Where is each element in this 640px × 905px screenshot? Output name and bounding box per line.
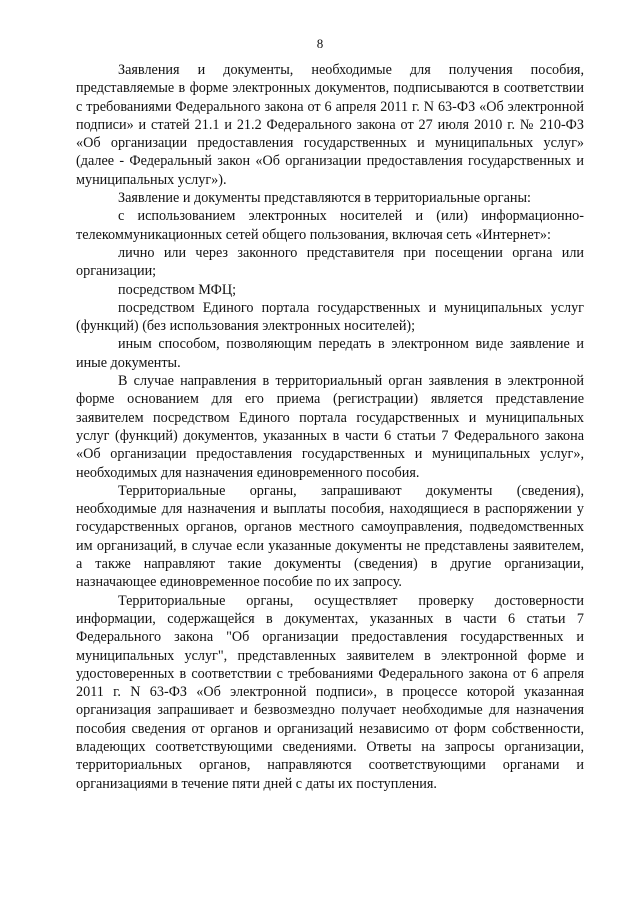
paragraph-mfc: посредством МФЦ; (118, 281, 237, 298)
paragraph-unified-portal: посредством Единого портала государственных и муниципальных услуг (функций) (без использования электронных носителей); (76, 299, 584, 335)
paragraph-verification: Территориальные органы, осуществляет проверку достоверности информации, содержащейся в документах, указанных в части 6 статьи 7 Федерального закона "Об организации предоставления государственных и муниципальных услуг", представленных заявителем в электронной форме и удостоверенных в соответствии с требованиями Федерального закона от 6 апреля 2011 г. N 63-ФЗ «Об электронной подписи», в процессе которой указанная организация запрашивает и безвозмездно получает необходимые для назначения пособия сведения от органов и организаций независимо от форм собственности, владеющих соответствующими сведениями. Ответы на запросы организации, территориальных органов, направляются соответствующими органами и организациями в течение пяти дней с даты их поступления. (76, 592, 584, 792)
paragraph-electronic-media: с использованием электронных носителей и (или) информационно-телекоммуникационных сетей общего пользования, включая сеть «Интернет»: (76, 208, 584, 243)
paragraph-in-person: лично или через законного представителя при посещении органа или организации; (76, 244, 584, 280)
paragraph-submission-intro: Заявление и документы представляются в территориальные органы: (118, 190, 531, 207)
document-body (76, 61, 584, 793)
paragraph-other-method: иным способом, позволяющим передать в электронном виде заявление и иные документы. (76, 336, 584, 371)
paragraph-document-requests: Территориальные органы, запрашивают документы (сведения), необходимые для назначения и выплаты пособия, находящиеся в распоряжении у государственных органов, органов местного самоуправления, подведомственных им организаций, в случае если указанные документы не представлены заявителем, а также направляют такие документы (сведения) в другие организации, назначающее единовременное пособие по их запросу. (76, 482, 584, 591)
page-number: 8 (316, 36, 324, 51)
paragraph-registration-basis: В случае направления в территориальный орган заявления в электронной форме основанием для его приема (регистрации) является представление заявителем посредством Единого портала государственных и муниципальных услуг (функций) документов, указанных в части 6 статьи 7 Федерального закона «Об организации предоставления государственных и муниципальных услуг», необходимых для назначения единовременного пособия. (76, 373, 584, 481)
paragraph-electronic-signature: Заявления и документы, необходимые для получения пособия, представляемые в форме электронных документов, подписываются в соответствии с требованиями Федерального закона от 6 апреля 2011 г. N 63-ФЗ «Об электронной подписи» и статей 21.1 и 21.2 Федерального закона от 27 июля 2010 г. № 210-ФЗ «Об организации предоставления государственных и муниципальных услуг» (далее - Федеральный закон «Об организации предоставления государственных и муниципальных услуг»). (76, 62, 584, 188)
